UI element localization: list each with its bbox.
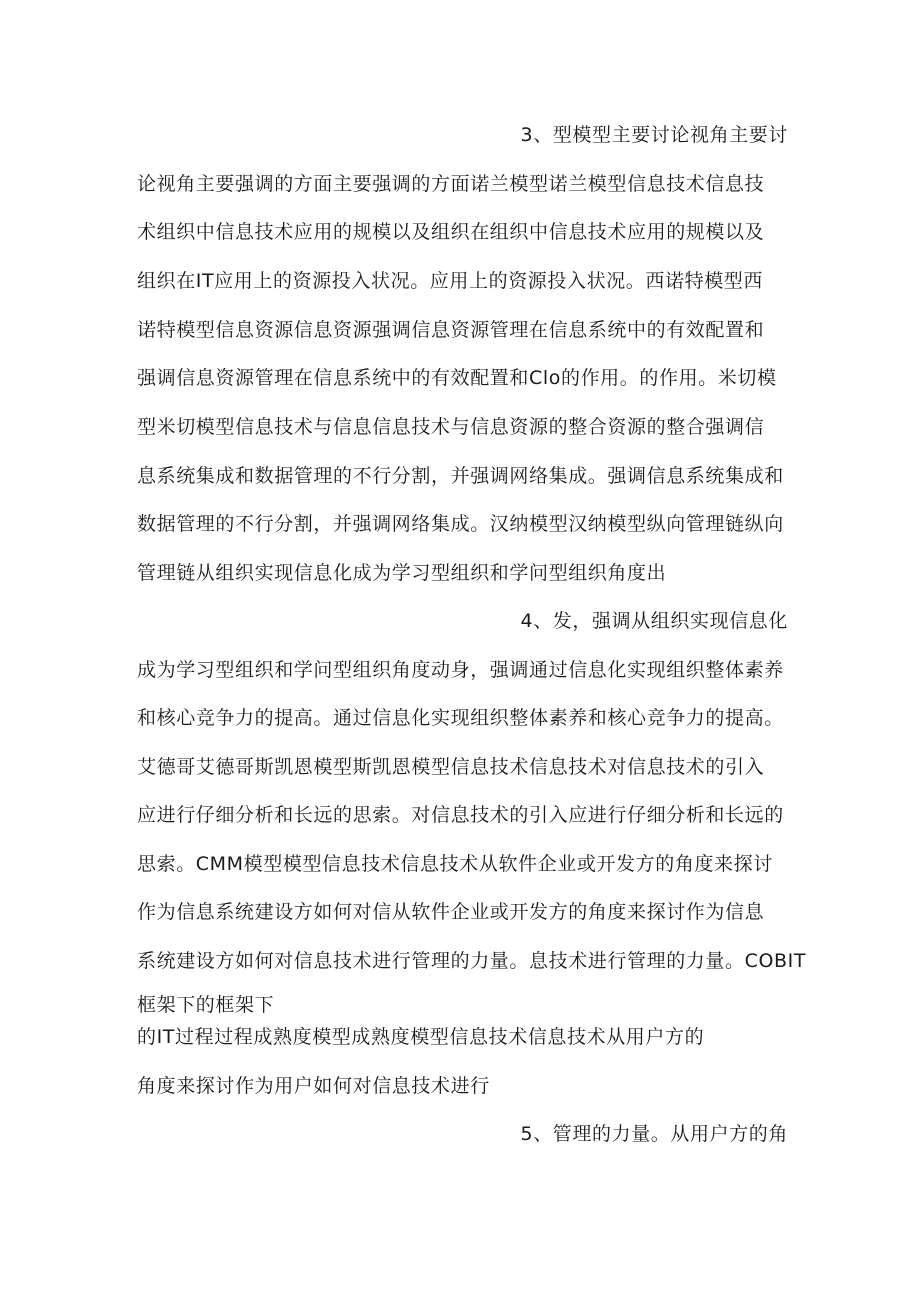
- text-line: 艾德哥艾德哥斯凯恩模型斯凯恩模型信息技术信息技术对信息技术的引入: [137, 756, 765, 778]
- text-line: 诺特模型信息资源信息资源强调信息资源管理在信息系统中的有效配置和: [137, 319, 765, 341]
- text-line: 系统建设方如何对信息技术进行管理的力量。息技术进行管理的力量。COBIT: [137, 950, 807, 972]
- text-line: 数据管理的不行分割，并强调网络集成。汉纳模型汉纳模型纵向管理链纵向: [137, 513, 784, 535]
- text-line: 管理链从组织实现信息化成为学习型组织和学问型组织角度出: [137, 562, 667, 584]
- text-line: 5、管理的力量。从用户方的角: [520, 1123, 788, 1145]
- text-line: 术组织中信息技术应用的规模以及组织在组织中信息技术应用的规模以及: [137, 221, 765, 243]
- text-line: 思索。CMM模型模型信息技术信息技术从软件企业或开发方的角度来探讨: [137, 853, 773, 875]
- text-line: 4、发，强调从组织实现信息化: [520, 610, 788, 632]
- text-line: 角度来探讨作为用户如何对信息技术进行: [137, 1075, 490, 1097]
- text-line: 组织在IT应用上的资源投入状况。应用上的资源投入状况。西诺特模型西: [137, 270, 764, 292]
- text-line: 3、型模型主要讨论视角主要讨: [520, 124, 788, 146]
- text-line: 应进行仔细分析和长远的思索。对信息技术的引入应进行仔细分析和长远的: [137, 804, 784, 826]
- text-line: 和核心竞争力的提高。通过信息化实现组织整体素养和核心竞争力的提高。: [137, 707, 784, 729]
- text-line: 的IT过程过程成熟度模型成熟度模型信息技术信息技术从用户方的: [137, 1026, 705, 1048]
- text-line: 强调信息资源管理在信息系统中的有效配置和Clo的作用。的作用。米切模: [137, 367, 777, 389]
- text-line: 框架下的框架下: [137, 994, 275, 1016]
- text-line: 型米切模型信息技术与信息信息技术与信息资源的整合资源的整合强调信: [137, 416, 765, 438]
- text-line: 息系统集成和数据管理的不行分割，并强调网络集成。强调信息系统集成和: [137, 465, 784, 487]
- text-line: 作为信息系统建设方如何对信从软件企业或开发方的角度来探讨作为信息: [137, 901, 765, 923]
- text-line: 成为学习型组织和学问型组织角度动身，强调通过信息化实现组织整体素养: [137, 659, 784, 681]
- text-line: 论视角主要强调的方面主要强调的方面诺兰模型诺兰模型信息技术信息技: [137, 173, 765, 195]
